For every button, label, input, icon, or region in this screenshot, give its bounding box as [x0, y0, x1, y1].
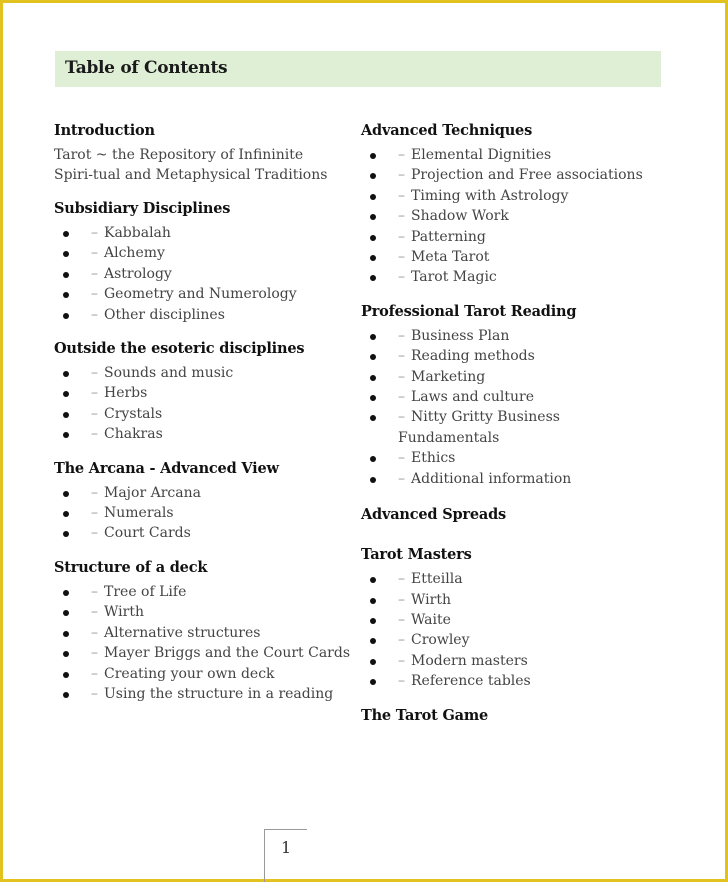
bullet-icon: [370, 415, 376, 421]
list-item: [361, 590, 661, 610]
list-item-label: Additional information: [411, 470, 572, 487]
dash-icon: –: [91, 665, 98, 682]
list-item-label: Creating your own deck: [104, 665, 275, 682]
list-item-label: Kabbalah: [104, 225, 171, 241]
bullet-icon: [63, 272, 69, 278]
dash-icon: –: [91, 505, 98, 522]
bullet-icon: [63, 251, 69, 257]
dash-icon: –: [91, 645, 98, 662]
list-item-label: Tree of Life: [104, 583, 187, 600]
list-item: [361, 569, 661, 589]
section-heading: Tarot Masters: [361, 546, 472, 564]
section-heading: The Tarot Game: [361, 706, 489, 724]
list-item-label: Reading methods: [411, 348, 535, 365]
list-item: [54, 623, 354, 643]
toc-section: [54, 121, 354, 185]
section-list: [54, 363, 354, 445]
list-item: [361, 630, 661, 650]
bullet-icon: [370, 194, 376, 200]
dash-icon: –: [91, 525, 98, 542]
bullet-icon: [63, 692, 69, 698]
dash-icon: –: [91, 583, 98, 600]
dash-icon: –: [398, 208, 405, 225]
bullet-icon: [370, 659, 376, 665]
toc-section: [54, 199, 354, 325]
dash-icon: –: [91, 405, 98, 422]
toc-section: [361, 545, 661, 691]
list-item-label: Using the structure in a reading: [104, 685, 334, 702]
list-item-label: Patterning: [411, 228, 486, 245]
bullet-icon: [370, 173, 376, 179]
list-item: [54, 404, 354, 424]
list-item: [54, 264, 354, 284]
left-column: [54, 121, 354, 718]
section-list: [361, 326, 661, 489]
bullet-icon: [370, 375, 376, 381]
bullet-icon: [370, 235, 376, 241]
dash-icon: –: [91, 426, 98, 443]
bullet-icon: [370, 598, 376, 604]
list-item-label: Reference tables: [411, 673, 531, 690]
bullet-icon: [63, 412, 69, 418]
toc-section: [54, 339, 354, 445]
dash-icon: –: [398, 450, 405, 467]
toc-section: [54, 459, 354, 544]
list-item: [54, 643, 354, 663]
dash-icon: –: [398, 409, 405, 426]
dash-icon: –: [398, 591, 405, 608]
toc-section: [361, 706, 661, 726]
list-item-label: Modern masters: [411, 652, 528, 669]
dash-icon: –: [91, 484, 98, 501]
dash-icon: –: [398, 611, 405, 628]
list-item: [54, 284, 354, 304]
bullet-icon: [370, 334, 376, 340]
list-item-label: Ethics: [411, 450, 456, 467]
dash-icon: –: [398, 327, 405, 344]
list-item: [54, 424, 354, 444]
bullet-icon: [63, 231, 69, 237]
bullet-icon: [63, 292, 69, 298]
section-heading: Professional Tarot Reading: [361, 302, 577, 320]
list-item: [361, 186, 661, 206]
bullet-icon: [63, 531, 69, 537]
dash-icon: –: [398, 228, 405, 245]
list-item-label: Projection and Free associations: [411, 167, 643, 184]
list-item-label: Timing with Astrology: [411, 187, 569, 204]
list-item-label: Etteilla: [411, 571, 463, 588]
dash-icon: –: [91, 225, 98, 241]
bullet-icon: [63, 313, 69, 319]
list-item: [361, 326, 661, 346]
page-title: Table of Contents: [65, 58, 228, 78]
bullet-icon: [63, 590, 69, 596]
list-item: [361, 671, 661, 691]
section-list: [361, 569, 661, 691]
list-item: [361, 367, 661, 387]
list-item: [54, 684, 354, 704]
title-bar: [55, 51, 661, 87]
list-item: [361, 387, 661, 407]
right-column: [361, 121, 661, 740]
bullet-icon: [370, 679, 376, 685]
dash-icon: –: [398, 187, 405, 204]
list-item-label: Crystals: [104, 405, 163, 422]
list-item: [361, 165, 661, 185]
section-heading: Structure of a deck: [54, 558, 208, 576]
dash-icon: –: [91, 265, 98, 282]
list-item-label: Wirth: [411, 591, 451, 608]
dash-icon: –: [398, 167, 405, 184]
bullet-icon: [370, 577, 376, 583]
bullet-icon: [370, 395, 376, 401]
bullet-icon: [370, 275, 376, 281]
list-item-label: Alchemy: [104, 245, 165, 262]
list-item-label: Business Plan: [411, 327, 510, 344]
list-item: [361, 267, 661, 287]
list-item-label: Wirth: [104, 604, 144, 621]
list-item-label: Sounds and music: [104, 365, 234, 382]
bullet-icon: [370, 638, 376, 644]
bullet-icon: [370, 255, 376, 261]
bullet-icon: [370, 477, 376, 483]
dash-icon: –: [398, 673, 405, 690]
dash-icon: –: [398, 632, 405, 649]
dash-icon: –: [91, 245, 98, 262]
bullet-icon: [63, 672, 69, 678]
dash-icon: –: [398, 348, 405, 365]
list-item-label: Shadow Work: [411, 208, 509, 225]
list-item-label: Tarot Magic: [411, 269, 497, 286]
list-item: [54, 363, 354, 383]
list-item: [54, 602, 354, 622]
list-item-label: Court Cards: [104, 525, 191, 542]
dash-icon: –: [398, 571, 405, 588]
section-heading: Advanced Spreads: [361, 506, 506, 524]
toc-section: [361, 302, 661, 489]
list-item-label: Marketing: [411, 368, 486, 385]
page-number: 1: [281, 838, 292, 857]
bullet-icon: [63, 371, 69, 377]
bullet-icon: [370, 618, 376, 624]
toc-section: [361, 505, 661, 525]
list-item: [54, 582, 354, 602]
dash-icon: –: [91, 604, 98, 621]
list-item-label: Numerals: [104, 505, 174, 522]
dash-icon: –: [91, 685, 98, 702]
section-list: [54, 582, 354, 704]
dash-icon: –: [91, 365, 98, 382]
dash-icon: –: [398, 470, 405, 487]
dash-icon: –: [91, 286, 98, 303]
list-item-label: Astrology: [104, 265, 172, 282]
dash-icon: –: [91, 624, 98, 641]
list-item-label: Meta Tarot: [411, 249, 490, 266]
bullet-icon: [370, 354, 376, 360]
bullet-icon: [63, 511, 69, 517]
list-item-label: Herbs: [104, 385, 148, 402]
bullet-icon: [63, 631, 69, 637]
list-item: [361, 227, 661, 247]
dash-icon: –: [91, 385, 98, 402]
list-item: [54, 664, 354, 684]
section-list: [54, 223, 354, 325]
section-heading: Outside the esoteric disciplines: [54, 340, 305, 358]
list-item-label: Major Arcana: [104, 484, 201, 501]
list-item: [361, 469, 661, 489]
list-item: [361, 145, 661, 165]
list-item: [361, 206, 661, 226]
list-item: [54, 305, 354, 325]
bullet-icon: [63, 491, 69, 497]
bullet-icon: [63, 432, 69, 438]
page-number-box: [264, 829, 307, 882]
list-item: [361, 610, 661, 630]
bullet-icon: [370, 456, 376, 462]
list-item-label: Mayer Briggs and the Court Cards: [104, 645, 351, 662]
list-item: [361, 247, 661, 267]
list-item: [54, 223, 354, 243]
section-text: Tarot ~ the Repository of Infininite Spiri-tual and Metaphysical Traditions: [54, 147, 328, 183]
bullet-icon: [63, 610, 69, 616]
list-item: [54, 503, 354, 523]
dash-icon: –: [91, 306, 98, 323]
dash-icon: –: [398, 368, 405, 385]
bullet-icon: [370, 214, 376, 220]
dash-icon: –: [398, 389, 405, 406]
list-item-label: Chakras: [104, 426, 163, 443]
list-item-label: Elemental Dignities: [411, 147, 552, 163]
list-item: [54, 523, 354, 543]
list-item-label: Crowley: [411, 632, 470, 649]
section-list: [54, 483, 354, 544]
list-item-label: Laws and culture: [411, 389, 534, 406]
bullet-icon: [63, 651, 69, 657]
list-item: [361, 651, 661, 671]
section-list: [361, 145, 661, 288]
list-item: [361, 448, 661, 468]
list-item: [54, 483, 354, 503]
dash-icon: –: [398, 269, 405, 286]
list-item-label: Waite: [411, 611, 451, 628]
toc-section: [361, 121, 661, 288]
bullet-icon: [63, 391, 69, 397]
list-item: [361, 407, 661, 448]
list-item-label: Alternative structures: [104, 624, 261, 641]
list-item: [361, 346, 661, 366]
section-heading: Subsidiary Disciplines: [54, 200, 231, 217]
dash-icon: –: [398, 249, 405, 266]
list-item-label: Geometry and Numerology: [104, 286, 297, 303]
list-item-label: Nitty Gritty Business Fundamentals: [398, 409, 560, 446]
dash-icon: –: [398, 652, 405, 669]
section-heading: The Arcana - Advanced View: [54, 459, 279, 477]
section-heading: Advanced Techniques: [361, 122, 533, 139]
bullet-icon: [370, 153, 376, 159]
list-item: [54, 383, 354, 403]
dash-icon: –: [398, 147, 405, 163]
toc-section: [54, 558, 354, 704]
list-item: [54, 243, 354, 263]
section-heading: Introduction: [54, 122, 155, 139]
list-item-label: Other disciplines: [104, 306, 225, 323]
